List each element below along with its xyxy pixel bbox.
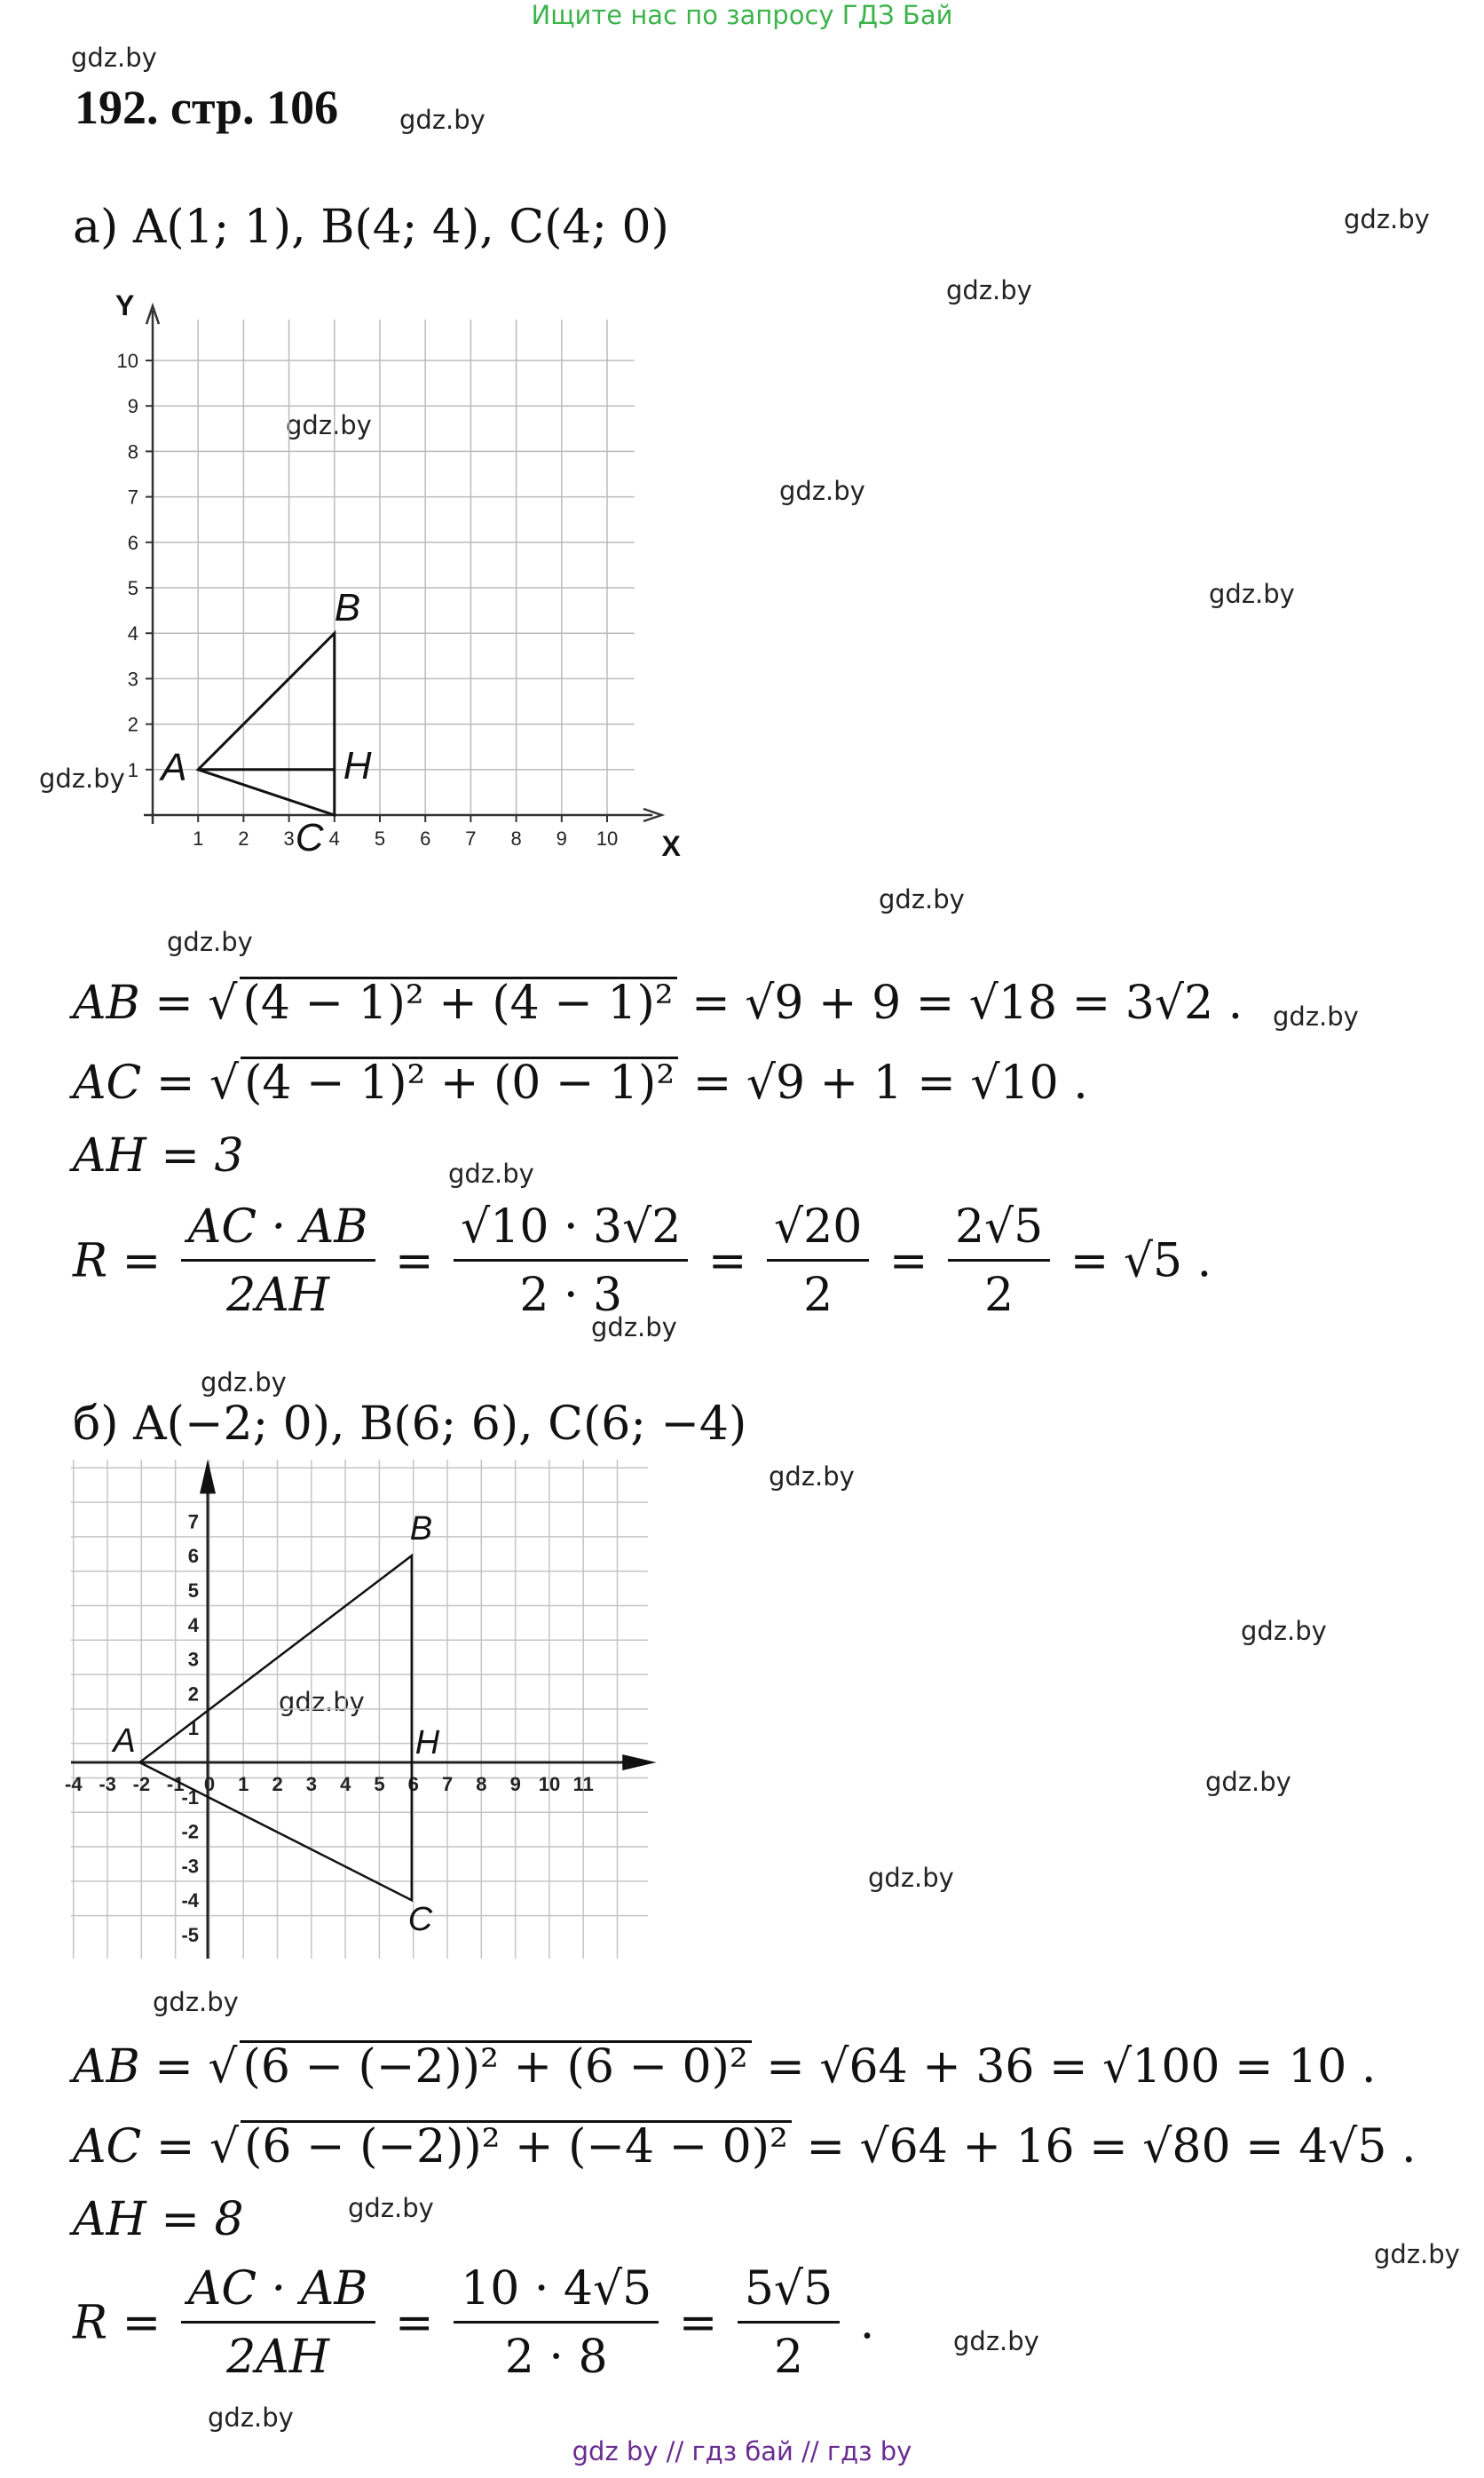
y-tick-label: 5 [187, 1579, 199, 1602]
watermark: gdz.by [348, 2193, 434, 2223]
fraction: $\frac{10 \cdot 4√5}{2 \cdot 8}$ [454, 2262, 659, 2384]
x-axis-arrow [622, 1754, 656, 1770]
y-tick-label: -4 [181, 1889, 199, 1912]
watermark: gdz.by [39, 764, 125, 794]
x-tick-label: 8 [476, 1773, 487, 1795]
part-b-graph [65, 1456, 657, 1971]
watermark: gdz.by [946, 275, 1032, 305]
x-tick-label: 1 [193, 827, 204, 850]
fraction: $\frac{2√5}{2}$ [948, 1200, 1050, 1322]
x-tick-label: 9 [556, 827, 567, 850]
y-tick-label: 9 [127, 395, 138, 418]
r-result: = √5 . [1070, 1234, 1212, 1288]
ac-rest: = √9 + 1 = √10 . [692, 1057, 1088, 1110]
r-lhs: R = [73, 2296, 162, 2350]
part-a-ac-equation: AC = √ (4 − 1)² + (0 − 1)² = √9 + 1 = √10 . [73, 1057, 1088, 1110]
y-tick-label: 6 [127, 531, 138, 554]
x-tick-label: 5 [374, 1773, 385, 1795]
y-tick-label: 2 [187, 1682, 199, 1706]
fraction: $\frac{√20}{2}$ [767, 1200, 869, 1322]
r-end: . [859, 2296, 875, 2350]
watermark: gdz.by [591, 1312, 677, 1342]
y-tick-label: 1 [127, 758, 138, 781]
x-tick-label: 11 [572, 1773, 594, 1795]
y-tick-label: 4 [127, 622, 138, 645]
watermark: gdz.by [1209, 579, 1295, 609]
watermark: gdz.by [1273, 1001, 1359, 1032]
part-b-ac-equation: AC = √ (6 − (−2))² + (−4 − 0)² = √64 + 16 = √80 = 4√5 . [73, 2120, 1417, 2173]
x-tick-label: 8 [510, 827, 522, 850]
r-lhs: R = [73, 1234, 162, 1288]
point-label-c: C [407, 1901, 433, 1939]
ac-lhs: AC = [73, 2120, 195, 2173]
x-tick-label: 2 [272, 1773, 283, 1795]
y-tick-label: 8 [127, 440, 138, 463]
x-tick-label: 2 [238, 827, 249, 850]
ac-lhs: AC = [73, 1057, 195, 1110]
part-a-label: а) A(1; 1), B(4; 4), C(4; 0) [73, 201, 669, 254]
watermark: gdz.by [868, 1863, 954, 1893]
part-b-label: б) A(−2; 0), B(6; 6), C(6; −4) [73, 1397, 747, 1451]
y-tick-label: 7 [187, 1510, 199, 1533]
ab-radicand: (4 − 1)² + (4 − 1)² [240, 977, 677, 1028]
x-tick-label: 0 [203, 1773, 216, 1795]
x-tick-label: 7 [465, 827, 477, 850]
search-banner: Ищите нас по запросу ГДЗ Бай [531, 0, 953, 30]
part-b-ah-equation: AH = 8 [73, 2193, 244, 2246]
part-a-point-labels [158, 586, 372, 859]
x-tick-label: 3 [305, 1773, 318, 1795]
x-tick-label: -2 [132, 1773, 151, 1795]
y-tick-label: -1 [181, 1785, 199, 1809]
y-axis-arrow [200, 1460, 216, 1494]
part-b-grid [71, 1460, 648, 1959]
x-tick-label: 10 [538, 1773, 561, 1795]
y-tick-label: -2 [181, 1820, 199, 1843]
watermark: gdz.by [448, 1159, 534, 1189]
watermark: gdz.by [1374, 2239, 1460, 2269]
exercise-heading: 192. стр. 106 [75, 81, 339, 134]
part-a-axes [115, 289, 681, 862]
point-label-h: H [414, 1724, 440, 1762]
y-axis-label: Y [115, 289, 135, 321]
x-tick-label: 1 [238, 1773, 249, 1795]
y-tick-label: 5 [127, 577, 138, 599]
x-tick-label: -3 [99, 1773, 116, 1795]
ac-radicand: (6 − (−2))² + (−4 − 0)² [241, 2120, 792, 2172]
part-a-graph [89, 284, 692, 870]
x-tick-label: -1 [166, 1773, 185, 1795]
watermark: gdz.by [286, 410, 372, 440]
y-tick-label: 10 [116, 350, 138, 372]
ac-rest: = √64 + 16 = √80 = 4√5 . [806, 2120, 1417, 2173]
part-a-ab-equation: AB = √ (4 − 1)² + (4 − 1)² = √9 + 9 = √18 = 3√2 . [73, 977, 1243, 1030]
x-tick-label: 6 [407, 1773, 419, 1795]
y-tick-label: 4 [187, 1613, 199, 1636]
part-b-point-labels [111, 1510, 439, 1938]
watermark: gdz.by [399, 105, 485, 135]
part-b-radius-equation: R = $\frac{AC \cdot AB}{2AH}$ = $\frac{10 \cdot 4√5}{2 \cdot 8}$ = $\frac{5√5}{2}$ . [73, 2262, 875, 2384]
ab-lhs: AB = [73, 977, 193, 1030]
x-tick-label: 4 [340, 1773, 351, 1795]
footer-credits: gdz by // гдз бай // гдз by [572, 2436, 912, 2466]
part-b-ab-equation: AB = √ (6 − (−2))² + (6 − 0)² = √64 + 36 = √100 = 10 . [73, 2040, 1377, 2094]
fraction: $\frac{AC \cdot AB}{2AH}$ [181, 1200, 375, 1322]
x-tick-label: 3 [283, 827, 295, 850]
x-tick-label: 5 [374, 827, 386, 850]
ab-rest: = √9 + 9 = √18 = 3√2 . [691, 977, 1243, 1030]
watermark: gdz.by [1241, 1616, 1327, 1646]
x-tick-label: -4 [65, 1773, 83, 1795]
watermark: gdz.by [1205, 1767, 1291, 1797]
part-a-radius-equation: R = $\frac{AC \cdot AB}{2AH}$ = $\frac{√10 \cdot 3√2}{2 \cdot 3}$ = $\frac{√20}{2}$ = $\frac{2√5}{2}$ = √5 . [73, 1200, 1212, 1322]
point-label-a: A [113, 1722, 136, 1760]
y-tick-label: 2 [127, 713, 138, 736]
watermark: gdz.by [153, 1987, 239, 2017]
y-tick-label: 3 [127, 668, 138, 691]
watermark: gdz.by [1344, 204, 1430, 234]
fraction: $\frac{5√5}{2}$ [738, 2262, 840, 2384]
watermark: gdz.by [167, 927, 253, 957]
watermark: gdz.by [769, 1461, 855, 1492]
fraction: $\frac{AC \cdot AB}{2AH}$ [181, 2262, 375, 2384]
watermark: gdz.by [953, 2326, 1039, 2356]
y-tick-label: 6 [187, 1545, 199, 1568]
y-tick-label: 1 [187, 1717, 199, 1740]
y-tick-label: -3 [181, 1855, 199, 1878]
y-tick-label: 7 [127, 486, 138, 509]
point-label-b: B [334, 586, 361, 630]
part-a-ah-equation: AH = 3 [73, 1129, 244, 1183]
watermark: gdz.by [208, 2403, 294, 2433]
ab-rest: = √64 + 36 = √100 = 10 . [766, 2040, 1377, 2094]
x-tick-label: 10 [596, 827, 619, 850]
watermark: gdz.by [279, 1687, 365, 1717]
part-b-triangle [139, 1556, 411, 1900]
point-label-c: C [295, 816, 324, 859]
point-label-a: A [161, 745, 187, 789]
ac-radicand: (4 − 1)² + (0 − 1)² [241, 1057, 678, 1108]
x-tick-label: 4 [328, 827, 340, 850]
triangle-abc [139, 1556, 411, 1900]
watermark: gdz.by [879, 884, 965, 914]
point-label-h: H [343, 743, 372, 788]
point-label-b: B [409, 1510, 433, 1548]
watermark: gdz.by [71, 43, 157, 73]
ab-radicand: (6 − (−2))² + (6 − 0)² [240, 2040, 752, 2092]
ab-lhs: AB = [73, 2040, 193, 2094]
fraction: $\frac{√10 \cdot 3√2}{2 \cdot 3}$ [454, 1200, 688, 1322]
y-tick-label: -5 [181, 1924, 199, 1946]
x-tick-label: 9 [509, 1773, 521, 1795]
x-tick-label: 7 [441, 1773, 454, 1795]
watermark: gdz.by [201, 1367, 287, 1397]
watermark: gdz.by [779, 476, 865, 506]
y-tick-label: 3 [187, 1648, 199, 1671]
x-axis-label: X [661, 830, 681, 862]
part-a-grid [153, 320, 635, 815]
x-tick-label: 6 [420, 827, 431, 850]
